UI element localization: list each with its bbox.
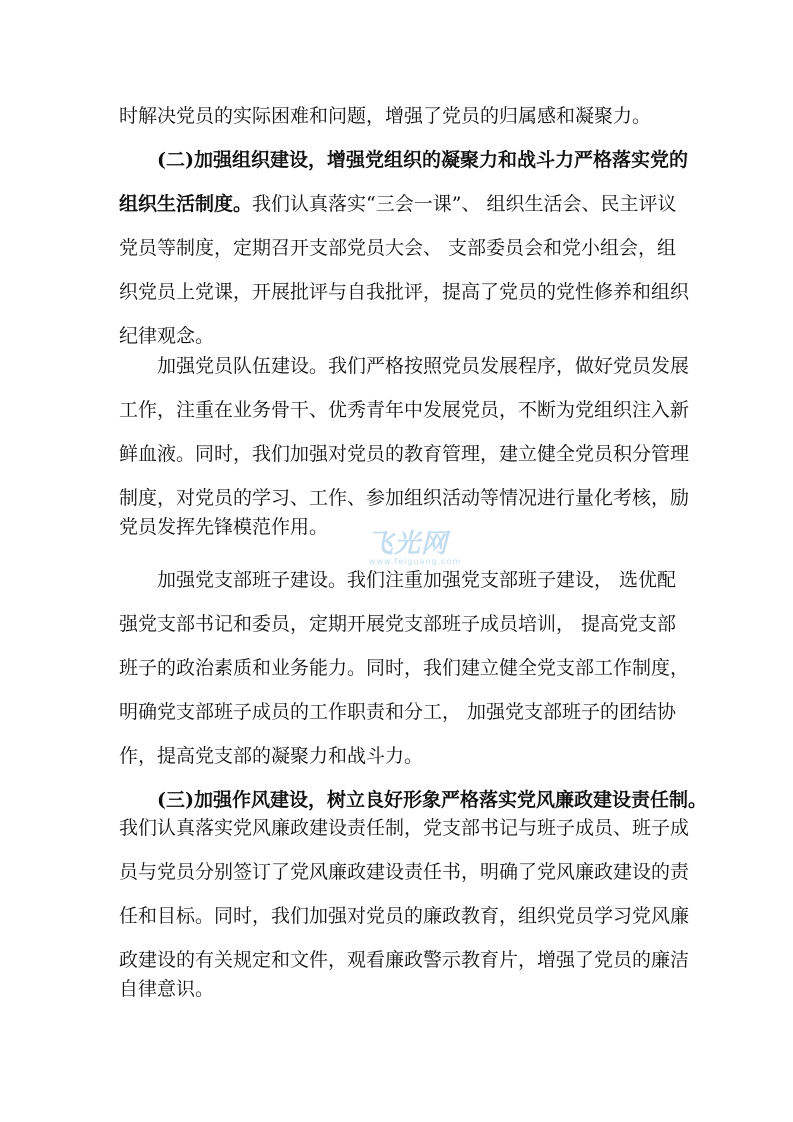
watermark-text: 飞光网 xyxy=(367,529,449,559)
paragraph-line: 工作，注重在业务骨干、优秀青年中发展党员，不断为党组织注入新 xyxy=(119,399,690,421)
paragraph-line: 员与党员分别签订了党风廉政建设责任书，明确了党风廉政建设的责 xyxy=(119,861,690,883)
paragraph-line: 组织生活制度。我们认真落实“三会一课”、 组织生活会、民主评议 xyxy=(119,193,677,215)
paragraph-line: 强党支部书记和委员，定期开展党支部班子成员培训， 提高党支部 xyxy=(119,613,677,635)
watermark-logo xyxy=(367,523,477,579)
paragraph-line: 加强党支部班子建设。我们注重加强党支部班子建设， 选优配 xyxy=(157,569,677,591)
section-heading-organization: (二)加强组织建设，增强党组织的凝聚力和战斗力严格落实党的 xyxy=(157,149,688,171)
paragraph-line: 自律意识。 xyxy=(119,978,215,1000)
bold-lead-text: 组织生活制度。 xyxy=(119,193,253,215)
paragraph-line: 党员等制度，定期召开支部党员大会、 支部委员会和党小组会，组 xyxy=(119,237,677,259)
paragraph-line: 加强党员队伍建设。我们严格按照党员发展程序，做好党员发展 xyxy=(157,355,690,377)
paragraph-line: 我们认真落实党风廉政建设责任制，党支部书记与班子成员、班子成 xyxy=(119,817,690,839)
paragraph-line: 政建设的有关规定和文件，观看廉政警示教育片，增强了党员的廉洁 xyxy=(119,949,690,971)
paragraph-line: 制度，对党员的学习、工作、参加组织活动等情况进行量化考核，励 xyxy=(119,487,690,509)
paragraph-line: 作，提高党支部的凝聚力和战斗力。 xyxy=(119,745,424,767)
paragraph-line: 明确党支部班子成员的工作职责和分工， 加强党支部班子的团结协 xyxy=(119,701,677,723)
paragraph-line: 班子的政治素质和业务能力。同时，我们建立健全党支部工作制度， xyxy=(119,657,690,679)
paragraph-line: 时解决党员的实际困难和问题，增强了党员的归属感和凝聚力。 xyxy=(119,105,652,127)
watermark-subtext: www.feiguang.com xyxy=(369,557,462,566)
paragraph-line: 纪律观念。 xyxy=(119,325,215,347)
paragraph-line: 任和目标。同时，我们加强对党员的廉政教育，组织党员学习党风廉 xyxy=(119,905,690,927)
paragraph-line: 织党员上党课，开展批评与自我批评，提高了党员的党性修养和组织 xyxy=(119,281,690,303)
paragraph-line: 鲜血液。同时，我们加强对党员的教育管理，建立健全党员积分管理 xyxy=(119,443,690,465)
paragraph-line: 党员发挥先锋模范作用。 xyxy=(119,516,329,538)
section-heading-conduct: (三)加强作风建设，树立良好形象严格落实党风廉政建设责任制。 xyxy=(157,789,707,811)
